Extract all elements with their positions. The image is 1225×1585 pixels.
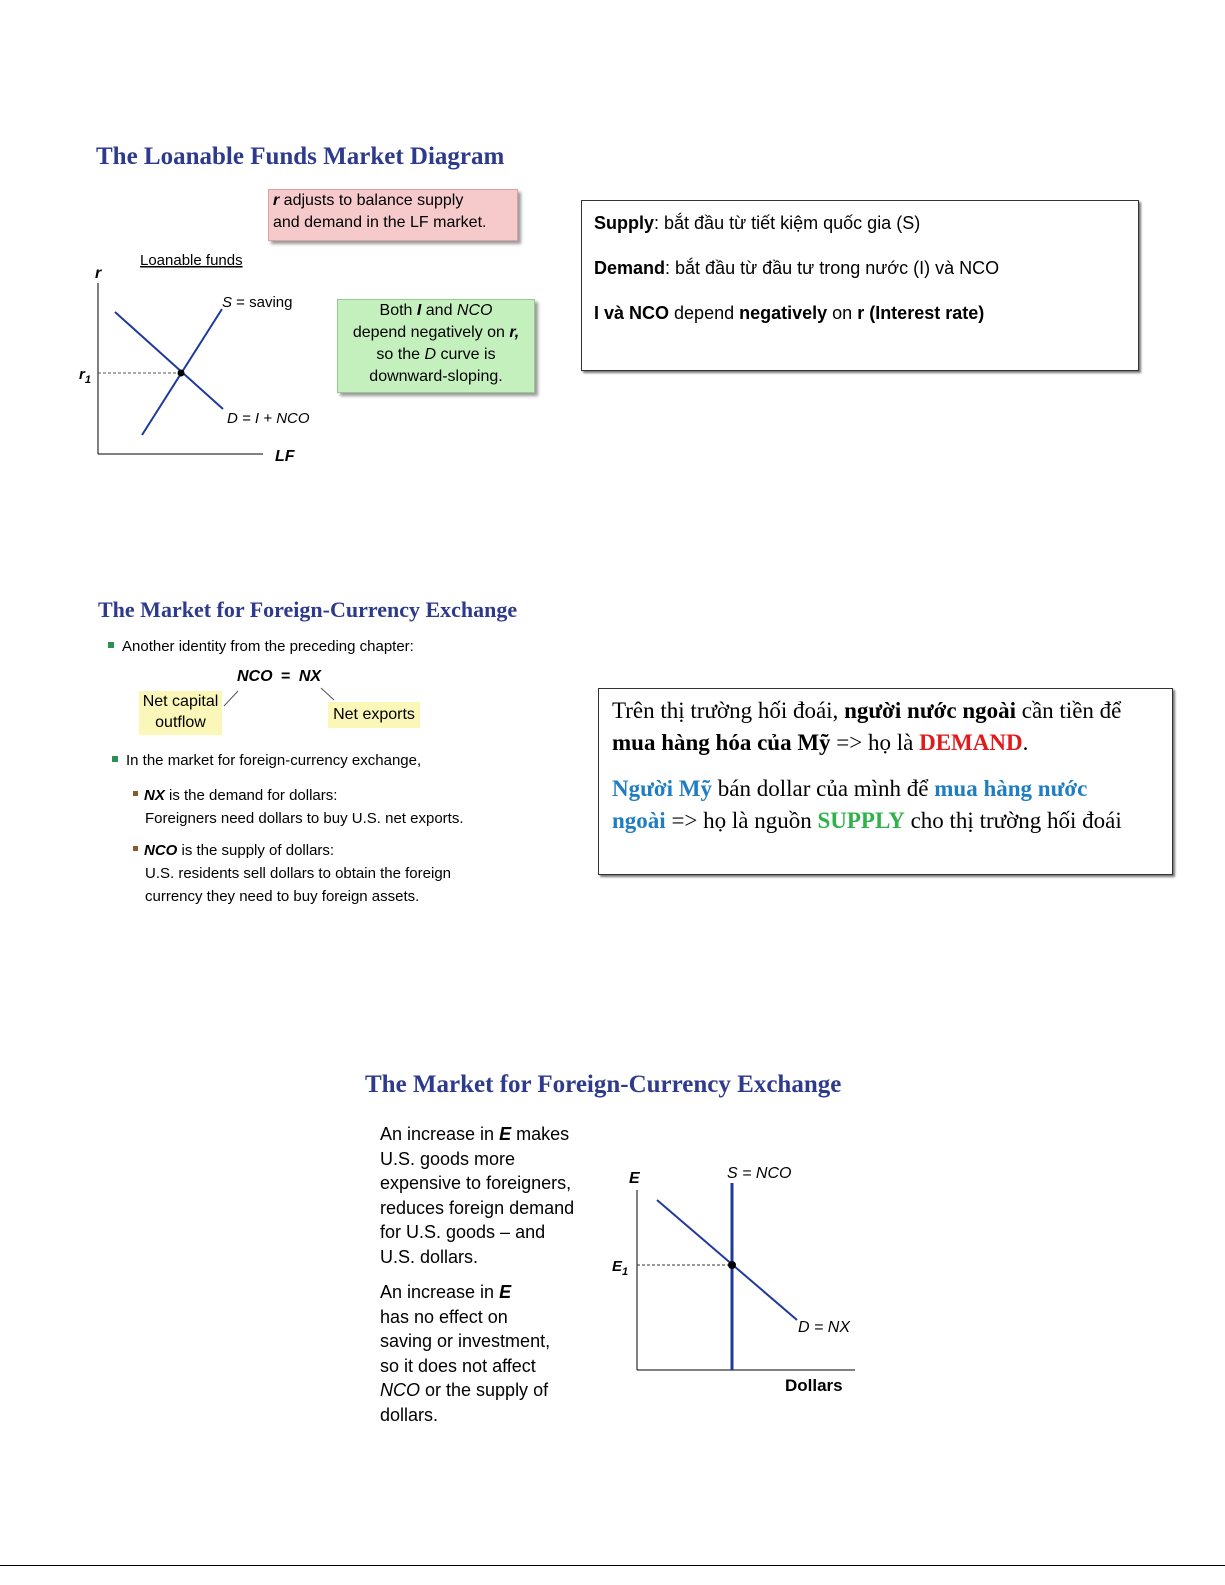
forex-note-line2: mua hàng hóa của Mỹ => họ là DEMAND. bbox=[612, 730, 1029, 755]
callout-line1: adjusts to balance supply bbox=[279, 192, 464, 209]
green-callout: Both I and NCO depend negatively on r, so the D curve is downward-sloping. bbox=[337, 299, 535, 393]
page-bottom-rule bbox=[0, 1565, 1225, 1566]
demand-label: D = I + NCO bbox=[227, 410, 310, 427]
net-exports-label: Net exports bbox=[328, 702, 420, 728]
section2-title: The Market for Foreign-Currency Exchange bbox=[98, 597, 518, 622]
supply-label: S = saving bbox=[222, 294, 293, 311]
supply-demand-note-box bbox=[581, 200, 1139, 371]
section3-title: The Market for Foreign-Currency Exchange bbox=[365, 1071, 842, 1098]
equilibrium-point bbox=[178, 370, 185, 377]
note-line-supply: Supply: bắt đầu từ tiết kiệm quốc gia (S) bbox=[594, 213, 921, 233]
net-capital-outflow-label: Net capital outflow bbox=[139, 691, 222, 735]
forex-note-box bbox=[598, 688, 1173, 875]
y-axis-label: E bbox=[629, 1170, 640, 1187]
demand-curve bbox=[657, 1200, 797, 1320]
identity-equation: NCO = NX bbox=[237, 668, 322, 685]
bullet-identity: Another identity from the preceding chapter: bbox=[108, 638, 414, 655]
loanable-funds-graph bbox=[70, 245, 340, 475]
paragraph-supply-effect: An increase in E has no effect on saving or investment, so it does not affect NCO or the supply of dollars. bbox=[380, 1282, 551, 1425]
note-line-demand: Demand: bắt đầu từ đầu tư trong nước (I) và NCO bbox=[594, 258, 1000, 278]
sub-bullet-nx: NX is the demand for dollars: Foreigners need dollars to buy U.S. net exports. bbox=[133, 784, 464, 830]
identity-pointer-lines bbox=[220, 684, 340, 714]
note-line-negative: I và NCO depend negatively on r (Interest rate) bbox=[594, 303, 985, 323]
equilibrium-point bbox=[728, 1261, 736, 1269]
equilibrium-r-label: $r_1$ bbox=[79, 366, 91, 386]
section1-title: The Loanable Funds Market Diagram bbox=[96, 143, 505, 170]
sub-bullet-icon bbox=[133, 791, 138, 796]
sub-bullet-icon bbox=[133, 846, 138, 851]
forex-note-line4: ngoài => họ là nguồn SUPPLY cho thị trường hối đoái bbox=[612, 808, 1122, 833]
sub-bullet-nco: NCO is the supply of dollars: U.S. residents sell dollars to obtain the foreign currency they need to buy foreign assets. bbox=[133, 839, 451, 908]
bullet-forex-market: In the market for foreign-currency exchange, bbox=[112, 752, 421, 769]
forex-note-line1: Trên thị trường hối đoái, người nước ngoài cần tiền để bbox=[612, 698, 1122, 723]
forex-market-graph bbox=[605, 1155, 870, 1400]
graph-caption: Loanable funds bbox=[140, 252, 243, 269]
demand-curve bbox=[115, 312, 223, 409]
demand-label: D = NX bbox=[798, 1319, 851, 1336]
y-axis-label: r bbox=[95, 265, 102, 282]
callout-var-r: r bbox=[273, 192, 280, 209]
x-axis-label: Dollars bbox=[785, 1376, 843, 1395]
paragraph-demand-effect: An increase in E makes U.S. goods more expensive to foreigners, reduces foreign demand for U.S. goods – and U.S. dollars. bbox=[380, 1124, 575, 1267]
x-axis-label: LF bbox=[275, 448, 295, 465]
callout-line2: and demand in the LF market. bbox=[273, 214, 487, 231]
red-callout bbox=[268, 189, 518, 241]
bullet-square-icon bbox=[108, 642, 114, 648]
supply-label: S = NCO bbox=[727, 1165, 792, 1182]
bullet-square-icon bbox=[112, 756, 118, 762]
forex-note-line3: Người Mỹ bán dollar của mình để mua hàng nước bbox=[612, 776, 1088, 801]
equilibrium-e-label: $E_1$ bbox=[612, 1258, 629, 1278]
